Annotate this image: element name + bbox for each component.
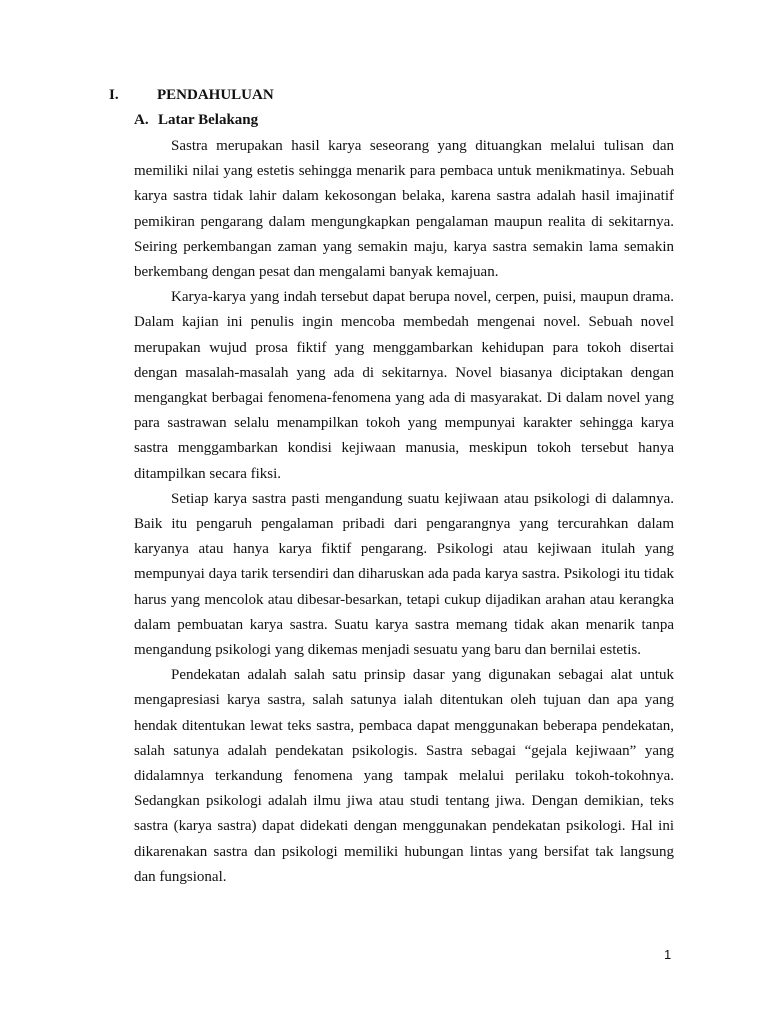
body-text <box>134 134 674 890</box>
section-letter: A. <box>134 112 149 128</box>
chapter-title: PENDAHULUAN <box>157 87 274 103</box>
paragraph: Setiap karya sastra pasti mengandung suatu kejiwaan atau psikologi di dalamnya. Baik itu pengaruh pengalaman pribadi dari pengarangnya yang tercurahkan dalam karyanya atau hanya karya fiktif pengarang. Psikologi atau kejiwaan itulah yang mempunyai daya tarik tersendiri dan diharuskan ada pada karya sastra. Psikologi itu tidak harus yang mencolok atau dibesar-besarkan, tetapi cukup dijadikan arahan atau kerangka dalam pembuatan karya sastra. Suatu karya sastra memang tidak akan menarik tanpa mengandung psikologi yang dikemas menjadi sesuatu yang baru dan bernilai estetis. <box>134 490 674 659</box>
paragraph: Karya-karya yang indah tersebut dapat berupa novel, cerpen, puisi, maupun drama. Dalam kajian ini penulis ingin mencoba membedah mengenai novel. Sebuah novel merupakan wujud prosa fiktif yang menggambarkan kehidupan para tokoh disertai dengan masalah-masalah yang ada di sekitarnya. Novel biasanya diciptakan dengan mengangkat berbagai fenomena-fenomena yang ada di masyarakat. Di dalam novel yang para sastrawan selalu menampilkan tokoh yang mempunyai karakter sehingga karya sastra menggambarkan kondisi kejiwaan manusia, meskipun tokoh tersebut hanya ditampilkan secara fiksi. <box>134 289 674 482</box>
chapter-heading <box>109 87 274 104</box>
section-title: Latar Belakang <box>158 112 259 128</box>
paragraph: Sastra merupakan hasil karya seseorang yang dituangkan melalui tulisan dan memiliki nilai yang estetis sehingga menarik para pembaca untuk menikmatinya. Sebuah karya sastra tidak lahir dalam kekosongan belaka, karena sastra adalah hasil imajinatif pemikiran pengarang dalam mengungkapkan pengalaman maupun realita di sekitarnya. Seiring perkembangan zaman yang semakin maju, karya sastra semakin lama semakin berkembang dengan pesat dan mengalami banyak kemajuan. <box>134 138 674 281</box>
chapter-number: I. <box>109 87 119 103</box>
paragraph: Pendekatan adalah salah satu prinsip dasar yang digunakan sebagai alat untuk mengapresiasi karya sastra, salah satunya ialah ditentukan oleh tujuan dan apa yang hendak ditentukan lewat teks sastra, pembaca dapat menggunakan beberapa pendekatan, salah satunya adalah pendekatan psikologis. Sastra sebagai “gejala kejiwaan” yang didalamnya terkandung fenomena yang tampak melalui perilaku tokoh-tokohnya. Sedangkan psikologi adalah ilmu jiwa atau studi tentang jiwa. Dengan demikian, teks sastra (karya sastra) dapat didekati dengan menggunakan pendekatan psikologi. Hal ini dikarenakan sastra dan psikologi memiliki hubungan lintas yang bersifat tak langsung dan fungsional. <box>134 667 674 885</box>
page-number: 1 <box>664 947 672 962</box>
section-heading <box>134 112 258 129</box>
